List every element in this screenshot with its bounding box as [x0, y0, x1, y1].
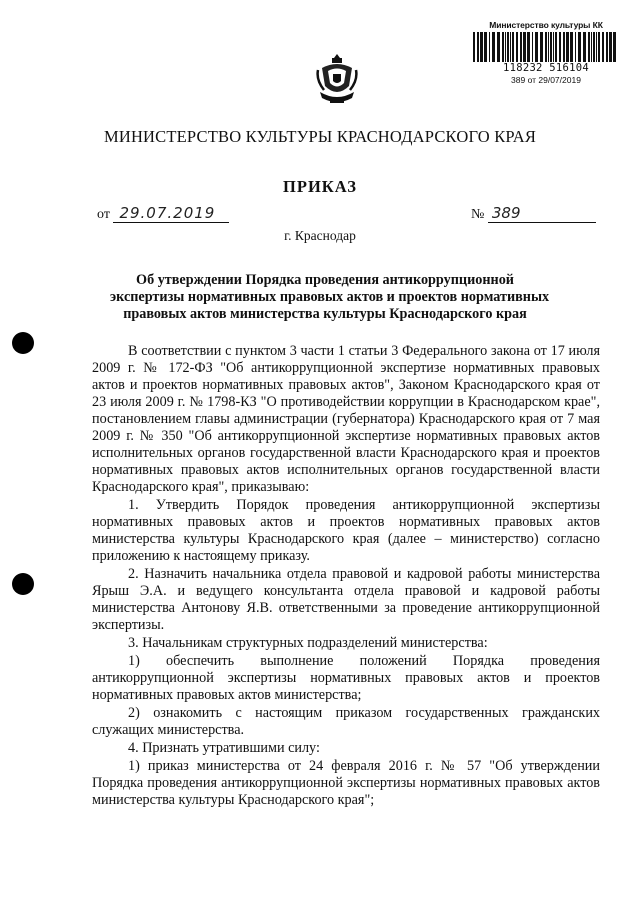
document-body: [92, 343, 600, 809]
stamp-registration: 389 от 29/07/2019: [511, 75, 581, 85]
clause-3-2: 2) ознакомить с настоящим приказом государственных гражданских служащих министерства.: [92, 705, 600, 738]
number-handwritten: 389: [488, 204, 596, 223]
clause-3: 3. Начальникам структурных подразделений министерства:: [128, 635, 488, 651]
clause-1: 1. Утвердить Порядок проведения антикоррупционной экспертизы нормативных правовых актов и проектов нормативных правовых актов министерства культуры Краснодарского края (далее – министерство) согласно приложению к настоящему приказу.: [92, 497, 600, 564]
barcode-number: 118232 516104: [502, 62, 590, 74]
document-type: ПРИКАЗ: [283, 177, 357, 196]
barcode: [471, 32, 621, 62]
order-number: [471, 204, 596, 223]
clause-4: 4. Признать утратившими силу:: [128, 740, 320, 756]
krasnodar-coat-of-arms-icon: [316, 52, 358, 106]
date-prefix: от: [97, 207, 110, 222]
title-line: экспертизы нормативных правовых актов и проектов нормативных: [110, 289, 550, 305]
title-line: Об утверждении Порядка проведения антикоррупционной: [136, 272, 514, 288]
clause-3-1: 1) обеспечить выполнение положений Порядка проведения антикоррупционной экспертизы нормативных правовых актов и проектов нормативных правовых актов министерства;: [92, 653, 600, 703]
title-line: правовых актов министерства культуры Краснодарского края: [123, 306, 527, 322]
punch-hole: [12, 332, 34, 354]
number-prefix: №: [471, 207, 485, 222]
preamble-paragraph: В соответствии с пунктом 3 части 1 статьи 3 Федерального закона от 17 июля 2009 г. № 172-ФЗ "Об антикоррупционной экспертизе нормативных правовых актов и проектов нормативных правовых актов", Законом Краснодарского края от 23 июля 2009 г. № 1798-КЗ "О противодействии коррупции в Краснодарском крае", постановлением главы администрации (губернатора) Краснодарского края от 7 мая 2009 г. № 350 "Об антикоррупционной экспертизе нормативных правовых актов исполнительных органов государственной власти Краснодарского края и проектов нормативных правовых актов исполнительных органов государственной власти Краснодарского края", приказываю:: [92, 343, 600, 495]
clause-2: 2. Назначить начальника отдела правовой и кадровой работы министерства Ярыш Э.А. и ведущего консультанта отдела правовой и кадровой работы министерства Антонову Я.В. ответственными за проведение антикоррупционной экспертизы.: [92, 566, 600, 633]
stamp-title: Министерство культуры КК: [489, 20, 603, 30]
order-date: [97, 204, 229, 223]
registration-stamp: [466, 20, 626, 85]
city: г. Краснодар: [284, 228, 356, 243]
clause-4-1: 1) приказ министерства от 24 февраля 2016 г. № 57 "Об утверждении Порядка проведения антикоррупционной экспертизы нормативных правовых актов министерства культуры Краснодарского края";: [92, 758, 600, 808]
document-title: [110, 272, 550, 323]
ministry-name: МИНИСТЕРСТВО КУЛЬТУРЫ КРАСНОДАРСКОГО КРАЯ: [103, 127, 537, 146]
punch-hole: [12, 573, 34, 595]
date-handwritten: 29.07.2019: [113, 204, 229, 223]
